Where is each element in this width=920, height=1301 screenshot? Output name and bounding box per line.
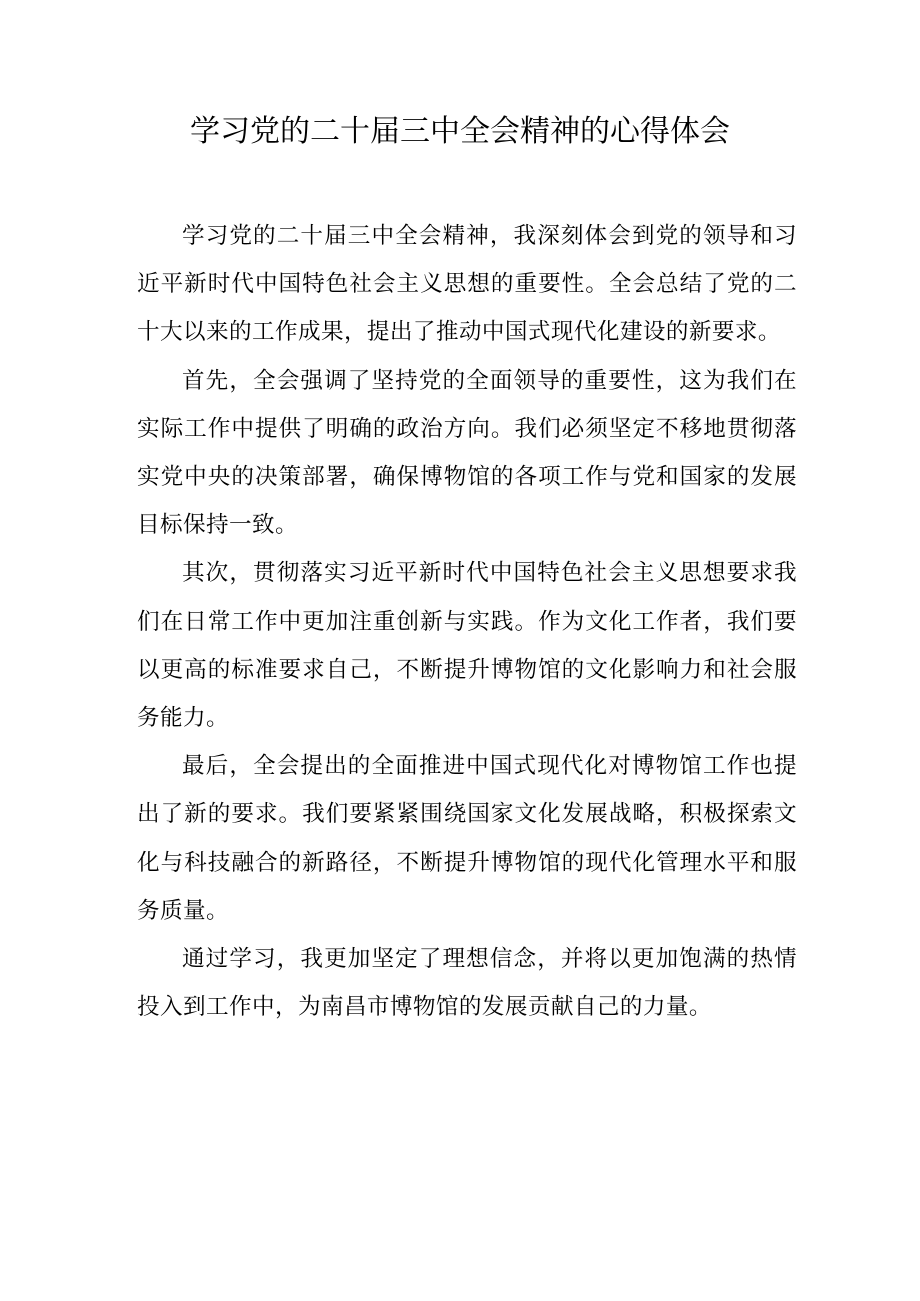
document-body	[137, 212, 797, 1031]
paragraph: 学习党的二十届三中全会精神，我深刻体会到党的领导和习近平新时代中国特色社会主义思想的重要性。全会总结了党的二十大以来的工作成果，提出了推动中国式现代化建设的新要求。	[137, 223, 797, 346]
paragraph: 最后，全会提出的全面推进中国式现代化对博物馆工作也提出了新的要求。我们要紧紧围绕国家文化发展战略，积极探索文化与科技融合的新路径，不断提升博物馆的现代化管理水平和服务质量。	[137, 753, 797, 924]
document-title: 学习党的二十届三中全会精神的心得体会	[190, 114, 730, 149]
paragraph: 通过学习，我更加坚定了理想信念，并将以更加饱满的热情投入到工作中，为南昌市博物馆的发展贡献自己的力量。	[137, 946, 797, 1021]
paragraph: 其次，贯彻落实习近平新时代中国特色社会主义思想要求我们在日常工作中更加注重创新与实践。作为文化工作者，我们要以更高的标准要求自己，不断提升博物馆的文化影响力和社会服务能力。	[137, 560, 797, 732]
paragraph: 首先，全会强调了坚持党的全面领导的重要性，这为我们在实际工作中提供了明确的政治方向。我们必须坚定不移地贯彻落实党中央的决策部署，确保博物馆的各项工作与党和国家的发展目标保持一致。	[137, 367, 797, 539]
